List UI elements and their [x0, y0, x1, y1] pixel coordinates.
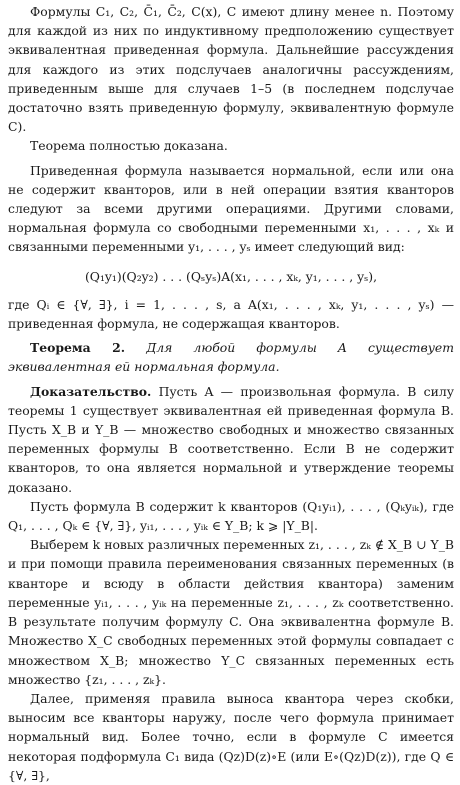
normal-form-formula: (Q₁y₁)(Q₂y₂) . . . (Qₛyₛ)A(x₁, . . . , xₖ, y₁, . . . , yₛ), — [84, 268, 378, 284]
theorem-2 — [8, 338, 454, 376]
proof-label: Доказательство. — [30, 383, 152, 399]
theorem-text: Для любой формулы A существует эквивалентная ей нормальная формула. — [8, 340, 454, 375]
paragraph: Формулы C₁, C₂, C̄₁, C̄₂, C(x), C имеют длину менее n. Поэтому для каждой из них по индуктивному предположению существует эквивалентная приведенная формула. Дальнейшие рассуждения для каждого из этих подслучаев аналогичны рассуждениям, приведенным выше для случаев 1–5 (в последнем подслучае достаточно взять приведенную формулу, эквивалентную формуле C). — [8, 4, 454, 135]
paragraph: Пусть формула B содержит k кванторов (Q₁yᵢ₁), . . . , (Qₖyᵢₖ), где Q₁, . . . , Qₖ ∈ {∀, ∃}, yᵢ₁, . . . , yᵢₖ ∈ Y_B; k ⩾ |Y_B|. — [8, 498, 454, 534]
paragraph: Выберем k новых различных переменных z₁, . . . , zₖ ∉ X_B ∪ Y_B и при помощи правила переименования связанных переменных (в кванторе и всюду в области действия квантора) заменим переменные yᵢ₁, . . . , yᵢₖ на переменные z₁, . . . , zₖ соответственно. В результате получим формулу C. Она эквивалентна формуле B. Множество X_C свободных переменных этой формулы совпадает с множеством X_B; множество Y_C связанных переменных есть множество {z₁, . . . , zₖ}. — [8, 537, 454, 687]
proof-text: Пусть A — произвольная формула. В силу теоремы 1 существует эквивалентная ей приведенная формула B. Пусть X_B и Y_B — множество свободных и множество связанных переменных формулы B соответственно. Если B не содержит кванторов, то она является нормальной и утверждение теоремы доказано. — [8, 383, 454, 495]
proof — [8, 382, 454, 497]
paragraph: Теорема полностью доказана. — [30, 138, 228, 154]
paragraph: Далее, применяя правила выноса квантора через скобки, выносим все кванторы наружу, после чего формула принимает нормальный вид. Более точно, если в формуле C имеется некоторая подформула C₁ вида (Qz)D(z)∘E (или E∘(Qz)D(z)), где Q ∈ {∀, ∃}, — [8, 690, 454, 783]
paragraph: где Qᵢ ∈ {∀, ∃}, i = 1, . . . , s, а A(x₁, . . . , xₖ, y₁, . . . , yₛ) — приведенная формула, не содержащая кванторов. — [8, 296, 454, 332]
paragraph: Приведенная формула называется нормальной, если или она не содержит кванторов, или в ней операции взятия кванторов следуют за всеми другими операциями. Другими словами, нормальная формула со свободными переменными x₁, . . . , xₖ и связанными переменными y₁, . . . , yₛ имеет следующий вид: — [8, 162, 454, 255]
theorem-label: Теорема 2. — [30, 340, 126, 356]
